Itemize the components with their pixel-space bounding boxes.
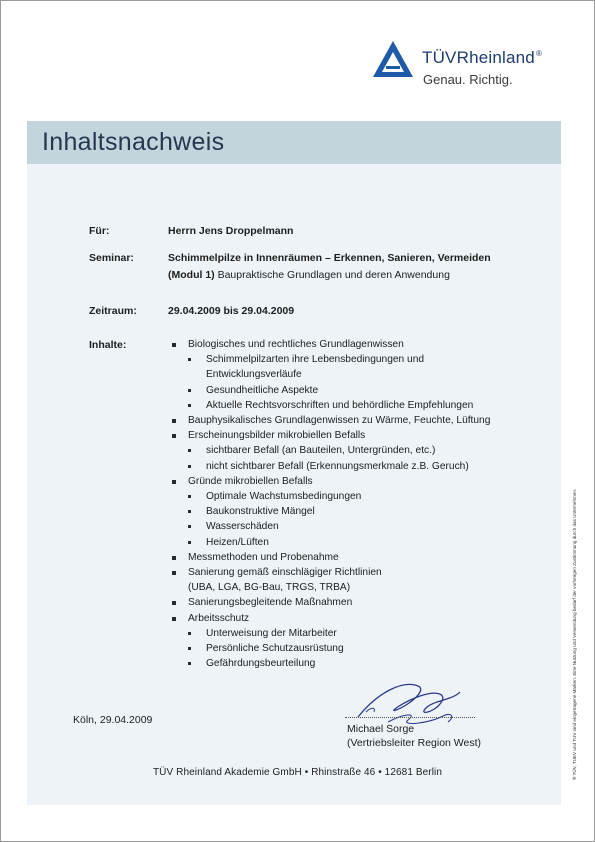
bullet-icon <box>188 358 191 361</box>
content-item-text: Aktuelle Rechtsvorschriften und behördliche Empfehlungen <box>206 399 474 411</box>
bullet-icon <box>188 510 191 513</box>
footer-address: TÜV Rheinland Akademie GmbH • Rhinstraße 46 • 12681 Berlin <box>152 767 443 778</box>
trademark-note: ® TÜV, TUEV und TUV sind eingetragene Marken. Eine Nutzung und Verwendung bedarf der vorherigen Zustimmung durch das Unternehmen. <box>572 488 577 780</box>
content-subitem <box>168 398 538 413</box>
content-subitem <box>168 626 538 641</box>
content-subitem <box>168 519 538 534</box>
content-item-text: sichtbarer Befall (an Bauteilen, Untergründen, etc.) <box>206 445 436 457</box>
bullet-icon <box>188 525 191 528</box>
content-item-text: Wasserschäden <box>206 521 279 533</box>
content-subitem <box>168 504 538 519</box>
bullet-icon <box>172 343 176 347</box>
bullet-icon <box>172 601 176 605</box>
content-item-text: Schimmelpilzarten ihre Lebensbedingungen und <box>206 354 425 366</box>
bullet-icon <box>172 434 176 438</box>
bullet-icon <box>188 389 191 392</box>
content-item-text: Sanierung gemäß einschlägiger Richtlinien <box>188 567 382 579</box>
bullet-icon <box>188 495 191 498</box>
content-item-text: Arbeitsschutz <box>188 612 250 624</box>
content-item-text: Biologisches und rechtliches Grundlagenwissen <box>188 339 404 350</box>
fuer-label: Für: <box>89 225 110 237</box>
content-subitem <box>168 489 538 504</box>
contents-list <box>168 337 538 671</box>
content-item-text: Heizen/Lüften <box>206 536 269 548</box>
title-band <box>27 121 561 164</box>
signer-name: Michael Sorge <box>347 723 415 735</box>
seminar-subtitle <box>168 269 450 281</box>
signature-line <box>345 717 475 718</box>
tuv-triangle-logo-icon <box>372 40 414 78</box>
content-subitem <box>168 367 538 382</box>
place-date: Köln, 29.04.2009 <box>73 714 153 726</box>
brand-slogan: Genau. Richtig. <box>423 72 513 87</box>
inhalte-label: Inhalte: <box>89 339 127 351</box>
brand-text: TÜVRheinland <box>422 48 535 67</box>
content-item-text: nicht sichtbarer Befall (Erkennungsmerkmale z.B. Geruch) <box>206 460 469 472</box>
content-item-text: (UBA, LGA, BG-Bau, TRGS, TRBA) <box>188 582 351 594</box>
content-item-text: Entwicklungsverläufe <box>206 369 302 381</box>
content-item-text: Bauphysikalisches Grundlagenwissen zu Wärme, Feuchte, Lüftung <box>188 415 491 427</box>
content-item-text: Erscheinungsbilder mikrobiellen Befalls <box>188 430 366 442</box>
content-item-text: Sanierungsbegleitende Maßnahmen <box>188 597 353 609</box>
seminar-label: Seminar: <box>89 252 134 264</box>
bullet-icon <box>172 556 176 560</box>
content-item <box>168 595 538 610</box>
bullet-icon <box>188 404 191 407</box>
bullet-icon <box>188 647 191 650</box>
content-item <box>168 565 538 580</box>
seminar-title: Schimmelpilze in Innenräumen – Erkennen, Sanieren, Vermeiden <box>168 252 491 264</box>
page-title: Inhaltsnachweis <box>42 128 225 156</box>
bullet-icon <box>188 632 191 635</box>
content-item <box>168 611 538 626</box>
content-item-text: Unterweisung der Mitarbeiter <box>206 627 337 639</box>
content-subitem <box>168 535 538 550</box>
signer-title: (Vertriebsleiter Region West) <box>347 737 482 749</box>
content-subitem <box>168 459 538 474</box>
content-item-text: Gesundheitliche Aspekte <box>206 384 319 396</box>
fuer-value: Herrn Jens Droppelmann <box>168 225 294 237</box>
content-subitem <box>168 656 538 671</box>
zeitraum-label: Zeitraum: <box>89 305 137 317</box>
content-item <box>168 428 538 443</box>
content-subitem <box>168 641 538 656</box>
content-subitem <box>168 443 538 458</box>
content-item <box>168 550 538 565</box>
content-item-text: Baukonstruktive Mängel <box>206 506 315 518</box>
brand-name <box>422 48 542 68</box>
content-item <box>168 413 538 428</box>
content-item-text: Messmethoden und Probenahme <box>188 551 339 563</box>
seminar-module-description: Baupraktische Grundlagen und deren Anwendung <box>214 269 450 281</box>
bullet-icon <box>172 480 176 484</box>
bullet-icon <box>188 465 191 468</box>
bullet-icon <box>172 617 176 621</box>
bullet-icon <box>172 419 176 423</box>
seminar-module: (Modul 1) <box>168 269 215 281</box>
content-subitem <box>168 383 538 398</box>
content-item <box>168 580 538 595</box>
content-item-text: Gefährdungsbeurteilung <box>206 658 316 670</box>
content-item <box>168 337 538 352</box>
content-item <box>168 474 538 489</box>
content-item-text: Optimale Wachstumsbedingungen <box>206 491 362 503</box>
bullet-icon <box>188 541 191 544</box>
registered-mark: ® <box>535 49 543 59</box>
content-subitem <box>168 352 538 367</box>
bullet-icon <box>172 571 176 575</box>
bullet-icon <box>188 449 191 452</box>
zeitraum-value: 29.04.2009 bis 29.04.2009 <box>168 305 295 317</box>
tuv-rheinland-logo <box>372 40 572 95</box>
content-item-text: Persönliche Schutzausrüstung <box>206 643 344 655</box>
bullet-icon <box>188 662 191 665</box>
content-item-text: Gründe mikrobiellen Befalls <box>188 475 313 487</box>
